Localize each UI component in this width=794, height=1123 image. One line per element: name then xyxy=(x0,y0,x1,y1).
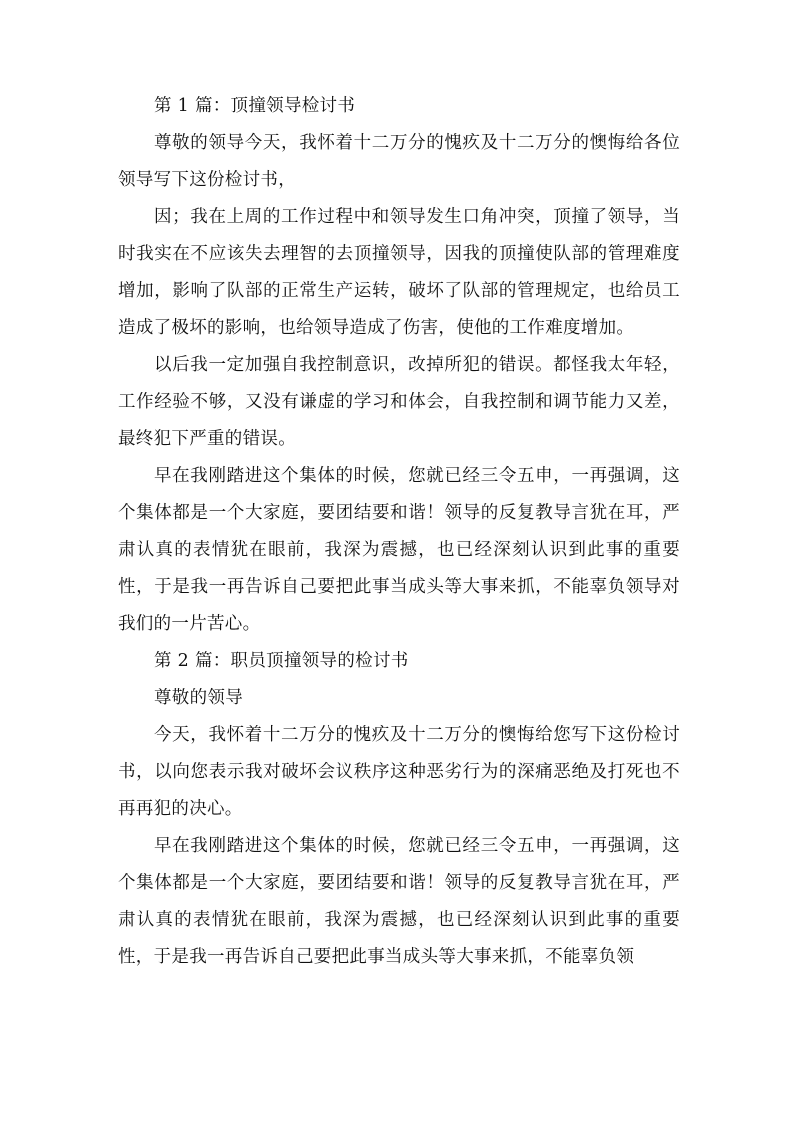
body-paragraph: 早在我刚踏进这个集体的时候，您就已经三令五申，一再强调，这个集体都是一个大家庭，要团结要和谐！领导的反复教导言犹在耳，严肃认真的表情犹在眼前，我深为震撼，也已经深刻认识到此事的重要性，于是我一再告诉自己要把此事当成头等大事来抓，不能辜负领导对我们的一片苦心。 xyxy=(118,466,680,634)
section-title-1: 第 1 篇：顶撞领导检讨书 xyxy=(154,96,356,116)
body-paragraph: 以后我一定加强自我控制意识，改掉所犯的错误。都怪我太年轻，工作经验不够，又没有谦虚的学习和体会，自我控制和调节能力又差，最终犯下严重的错误。 xyxy=(118,355,680,449)
salutation-paragraph-1: 尊敬的领导今天，我怀着十二万分的愧疚及十二万分的懊悔给各位领导写下这份检讨书， xyxy=(118,133,680,190)
body-paragraph: 因；我在上周的工作过程中和领导发生口角冲突，顶撞了领导，当时我实在不应该失去理智的去顶撞领导，因我的顶撞使队部的管理难度增加，影响了队部的正常生产运转，破坏了队部的管理规定，也给员工造成了极坏的影响，也给领导造成了伤害，使他的工作难度增加。 xyxy=(118,207,680,338)
body-paragraph: 今天，我怀着十二万分的愧疚及十二万分的懊悔给您写下这份检讨书，以向您表示我对破坏会议秩序这种恶劣行为的深痛恶绝及打死也不再再犯的决心。 xyxy=(118,725,680,819)
body-paragraph: 早在我刚踏进这个集体的时候，您就已经三令五申，一再强调，这个集体都是一个大家庭，要团结要和谐！领导的反复教导言犹在耳，严肃认真的表情犹在眼前，我深为震撼，也已经深刻认识到此事的重要性，于是我一再告诉自己要把此事当成头等大事来抓，不能辜负领 xyxy=(118,836,680,967)
salutation-paragraph-2: 尊敬的领导 xyxy=(154,688,243,708)
document-body xyxy=(118,88,680,976)
section-title-2: 第 2 篇：职员顶撞领导的检讨书 xyxy=(154,651,409,671)
